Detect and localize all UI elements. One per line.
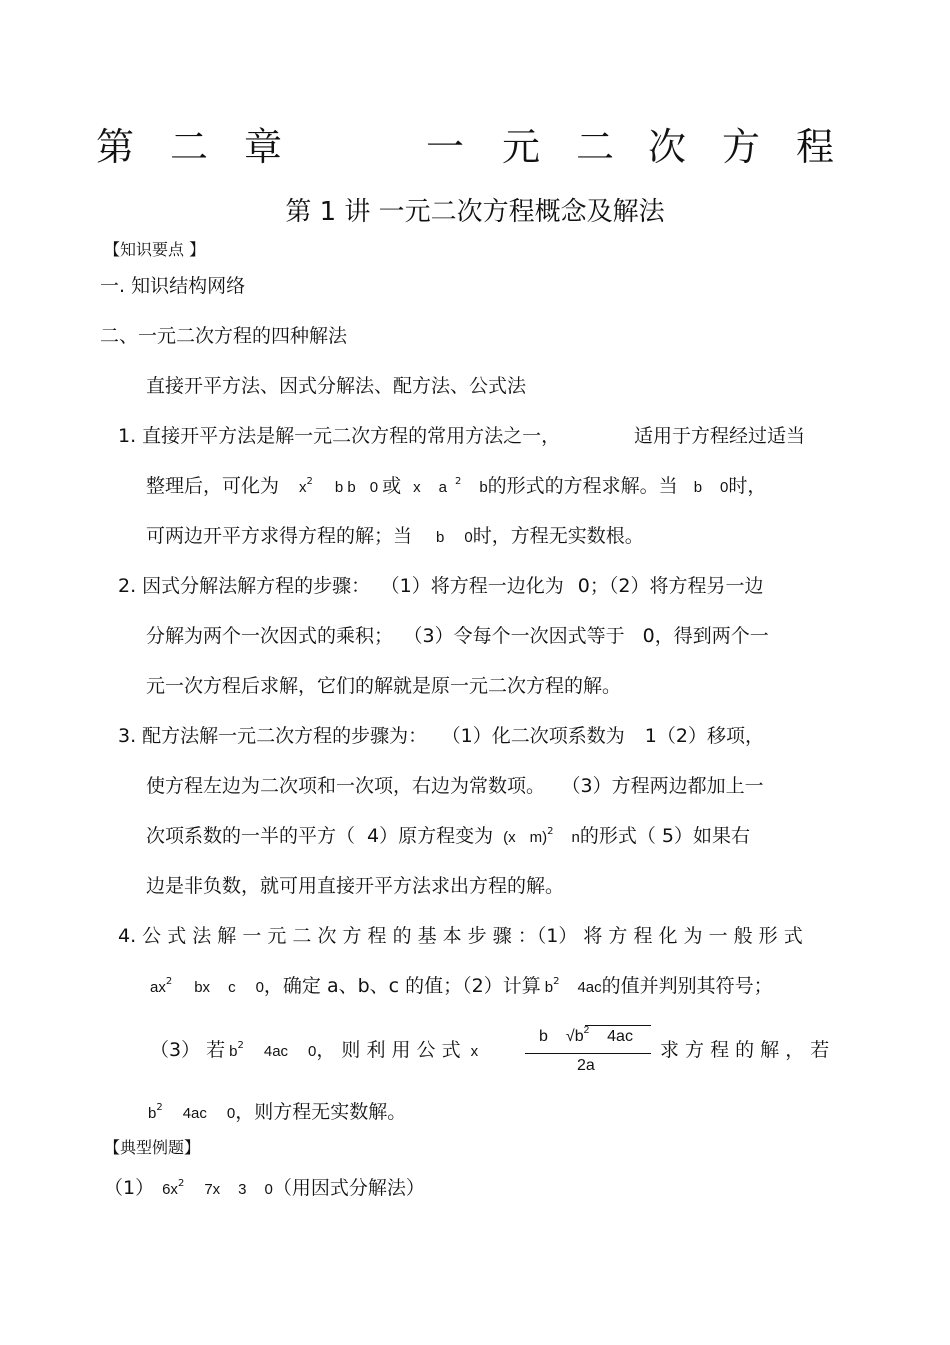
math-sup: 2 [583,1025,590,1036]
text: ， 则 利 用 公 式 [316,1039,461,1061]
math: bx [194,979,211,996]
math: x [299,479,307,496]
math: b [693,479,703,496]
math: b [574,1028,584,1045]
math: 0 [369,479,379,496]
math: b [436,529,445,546]
math-sup: 2 [177,1178,185,1189]
p2-line-1 [118,572,763,600]
chapter-char: 方 [722,125,761,169]
p4-line-3 [150,1036,478,1066]
math: b [479,479,488,496]
math: c [228,979,236,996]
math: 0 [264,1181,273,1198]
p4-line-4 [148,1098,406,1128]
math: 4ac [263,1043,289,1060]
methods-line: 直接开平方法、因式分解法、配方法、公式法 [146,375,527,397]
text: 时，方程无实数根。 [472,525,644,547]
text: ，确定 a、b、c 的值；（2）计算 [263,975,541,997]
math: 7x [204,1181,221,1198]
text: 使方程左边为二次项和一次项，右边为常数项。 [146,775,546,797]
text: 2. 因式分解法解方程的步骤： [118,575,371,597]
text: 3. 配方法解一元二次方程的步骤为： [118,725,428,747]
knowledge-label: 【知识要点 】 [104,240,206,259]
p3-line-1 [118,722,764,750]
math-sup: 2 [454,476,462,487]
p1-line-1b: 适用于方程经过适当 [634,425,806,447]
section-item-1: 一. 知识结构网络 [100,275,246,297]
p3-line-2 [146,772,764,800]
text: 0，得到两个一 [642,625,769,647]
text: （1） [104,1177,155,1199]
math: 0 [720,479,729,496]
example-1 [104,1174,425,1204]
text: 1（2）移项， [644,725,764,747]
math: ax [150,979,166,996]
p3-line-3 [146,822,750,852]
p1-line-2 [146,472,766,502]
p2-line-3: 元一次方程后求解，它们的解就是原一元二次方程的解。 [146,675,622,697]
sqrt-overline [585,1025,651,1026]
fraction-denominator: 2a [577,1057,595,1074]
math: 0 [226,1105,236,1122]
math: b [229,1043,238,1060]
chapter-char: 章 [244,125,283,169]
math: 4ac [577,979,602,996]
quadratic-formula-fraction [525,1024,653,1080]
text: 分解为两个一次因式的乘积； [146,625,394,647]
p4-line-3-tail: 求 方 程 的 解 ， 若 [660,1039,830,1061]
math: b [544,979,554,996]
text: （用因式分解法） [272,1177,425,1199]
text: 的值并判别其符号； [601,975,773,997]
math: 0 [464,529,473,546]
math: x [413,479,421,496]
math: n [571,829,580,846]
math-sup: 2 [237,1040,244,1051]
math: 4ac [607,1028,633,1045]
text: 4）原方程变为 [367,825,494,847]
math: 3 [238,1181,247,1198]
text: （1）化二次项系数为 [451,725,625,747]
math: 0 [308,1043,317,1060]
p1-line-1a: 1. 直接开平方法是解一元二次方程的常用方法之一， [118,425,561,447]
math: 4ac [182,1105,207,1122]
chapter-char: 一 [426,125,465,169]
math-sup: 2 [306,476,313,487]
text: （3） 若 [150,1039,226,1061]
fraction-numerator [539,1024,633,1050]
math: b [148,1105,157,1122]
p4-line-1: 4. 公 式 法 解 一 元 二 次 方 程 的 基 本 步 骤 ：（1） 将 方 程 化 为 一 般 形 式 [118,925,803,947]
section-item-2: 二、一元二次方程的四种解法 [100,325,348,347]
sqrt-icon: √ [565,1028,575,1045]
p4-line-2 [150,972,773,1002]
math-sup: 2 [547,826,554,837]
text: 整理后，可化为 [146,475,280,497]
math: 6x [162,1181,178,1198]
text: 0；（2）将方程另一边 [577,575,764,597]
chapter-char: 程 [796,125,835,169]
math-sup: 2 [156,1102,163,1113]
text: 时， [728,475,767,497]
text: 的形式（ 5）如果右 [579,825,750,847]
chapter-char: 二 [576,125,615,169]
math-sup: 2 [165,976,173,987]
chapter-char: 次 [648,125,687,169]
math: (x [503,829,516,846]
math: m) [529,829,548,846]
math: b b [334,479,356,496]
chapter-title [96,122,836,172]
chapter-char: 元 [502,125,541,169]
math: 0 [255,979,264,996]
text: ，则方程无实数解。 [235,1101,407,1123]
p3-line-4: 边是非负数，就可用直接开平方法求出方程的解。 [146,875,565,897]
math-sup: 2 [553,976,560,987]
text: （3）令每个一次因式等于 [413,625,625,647]
p2-line-2 [146,622,769,650]
text: 可两边开平方求得方程的解；当 [146,525,413,547]
math: x [470,1043,479,1060]
lecture-title: 第 1 讲 一元二次方程概念及解法 [285,197,665,227]
text: 次项系数的一半的平方（ [146,825,356,847]
chapter-char: 二 [170,125,209,169]
text: （1）将方程一边化为 [390,575,564,597]
p1-line-3 [146,522,644,552]
text: （3）方程两边都加上一 [571,775,764,797]
chapter-char: 第 [96,125,135,169]
text: 或 [382,475,402,497]
math: a [438,479,447,496]
math: b [539,1028,548,1045]
example-label: 【典型例题】 [104,1138,201,1157]
text: 的形式的方程求解。当 [487,475,678,497]
